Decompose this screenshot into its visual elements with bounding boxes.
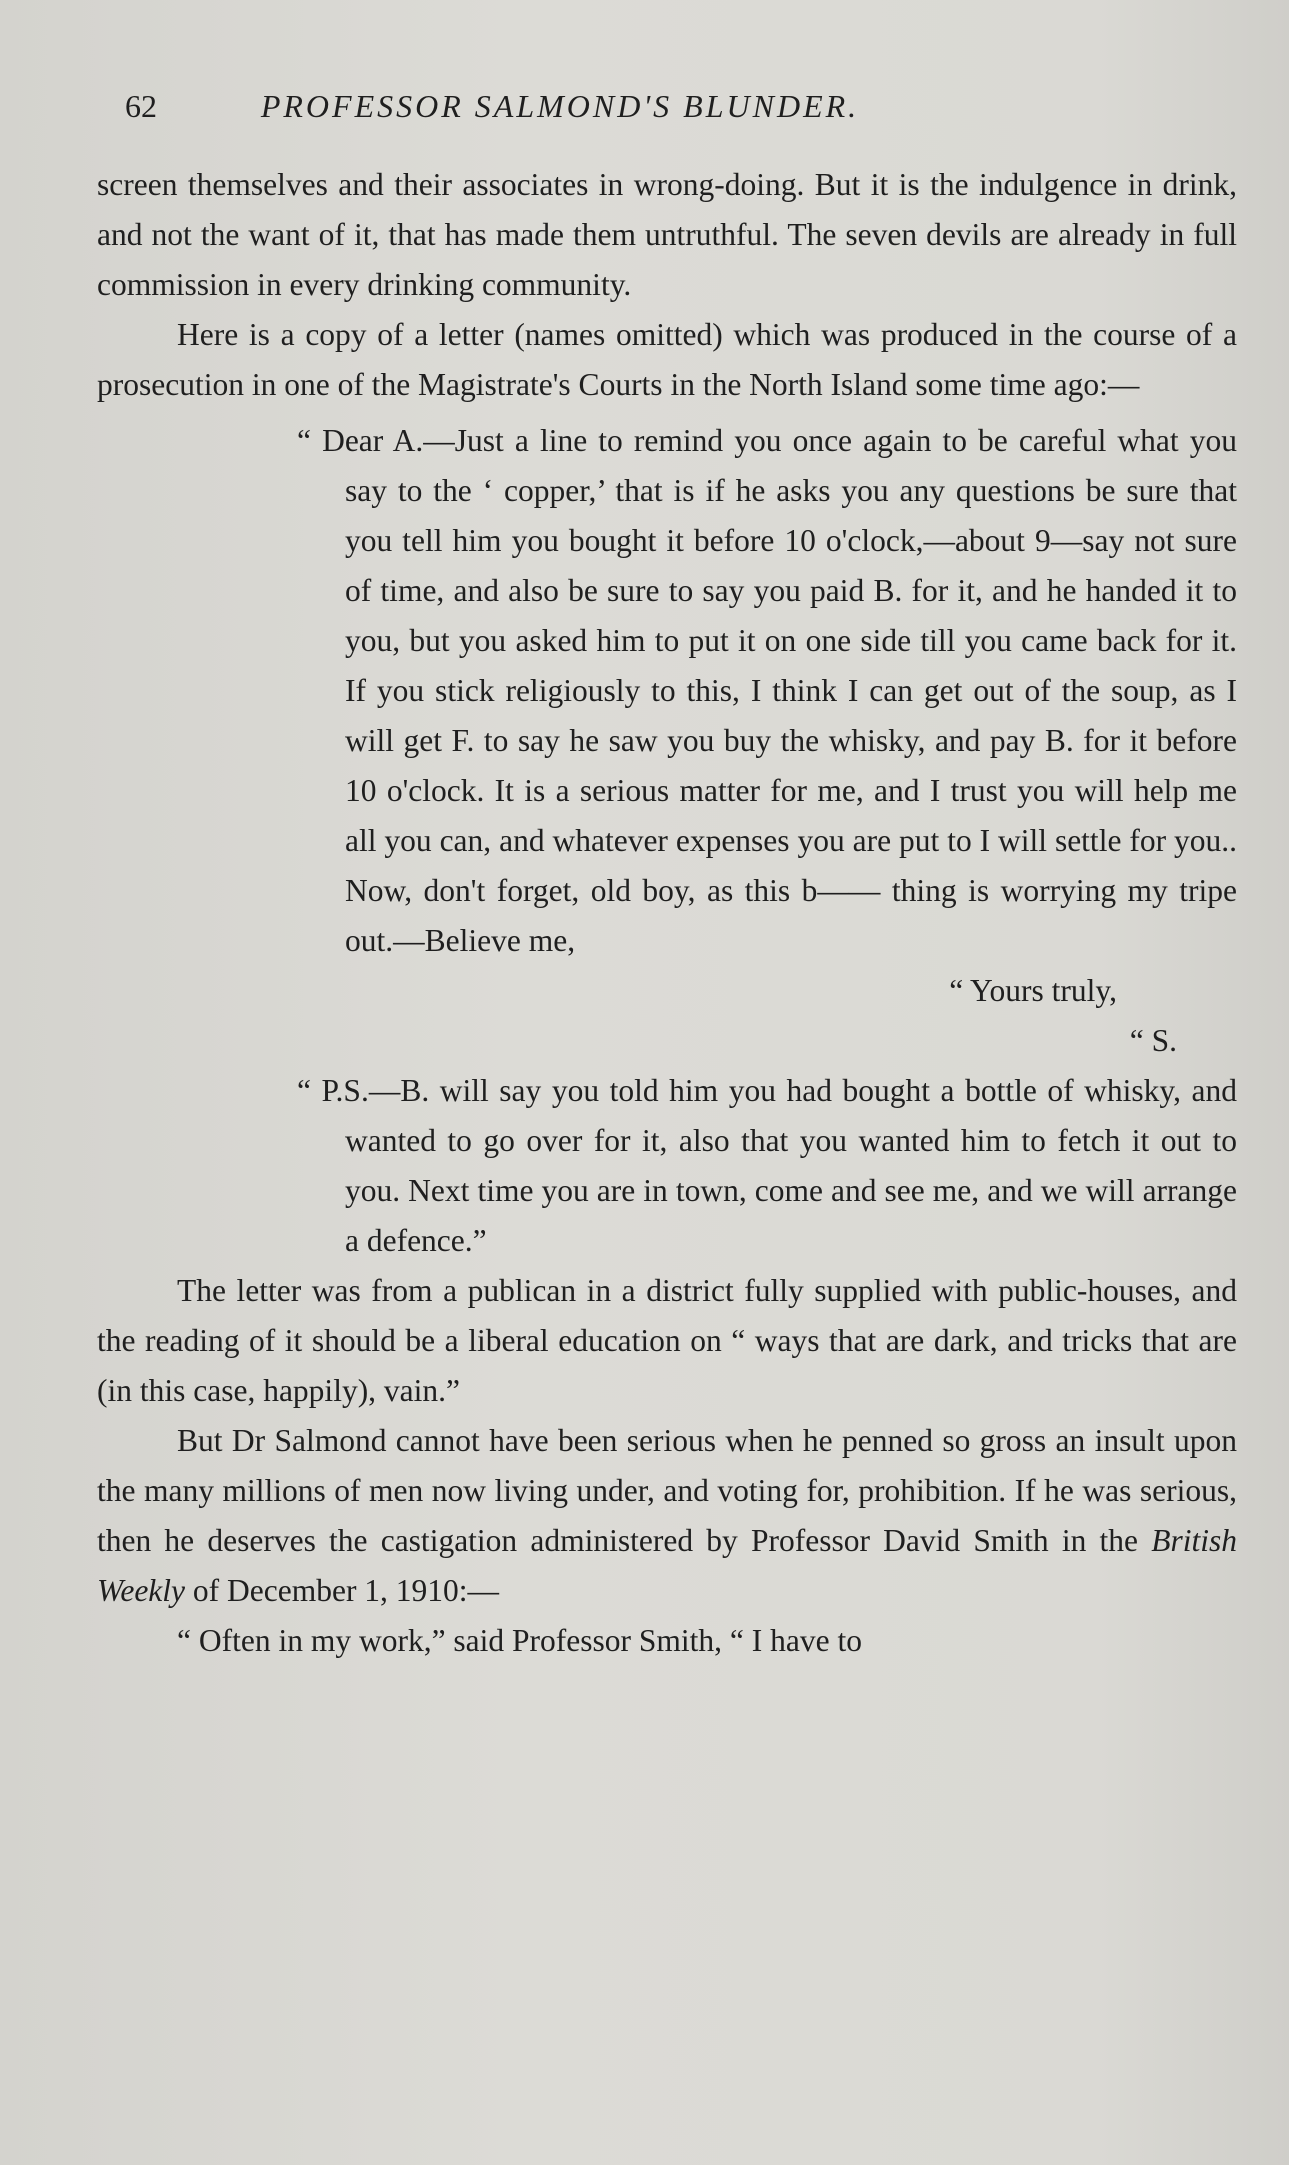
paragraph-4 bbox=[97, 1416, 1237, 1616]
paragraph-1: screen themselves and their associates in wrong-doing. But it is the indulgence in drink, and not the want of it, that has made them untruthful. The seven devils are already in full commission in every drinking community. bbox=[97, 167, 1237, 302]
letter-closing: “ Yours truly, bbox=[949, 973, 1117, 1008]
letter-body: “ Dear A.—Just a line to remind you once again to be careful what you say to the ‘ copper,’ that is if he asks you any questions be sure that you tell him you bought it before 10 o'clock,—about 9—say not sure of time, and also be sure to say you paid B. for it, and he handed it to you, but you asked him to put it on one side till you came back for it. If you stick religiously to this, I think I can get out of the soup, as I will get F. to say he saw you buy the whisky, and pay B. for it before 10 o'clock. It is a serious matter for me, and I trust you will help me all you can, and whatever expenses you are put to I will settle for you.. Now, don't forget, old boy, as this b—— thing is worrying my tripe out.—Believe me, bbox=[297, 423, 1237, 958]
page-body bbox=[97, 160, 1237, 1666]
publication-title: British Weekly bbox=[97, 1523, 1237, 1608]
page-number: 62 bbox=[125, 88, 157, 124]
paragraph-4-text-before: But Dr Salmond cannot have been serious when he penned so gross an insult upon the many millions of men now living under, and voting for, prohibition. If he was serious, then he deserves the castigation administered by Professor David Smith in the bbox=[97, 1423, 1237, 1558]
paragraph-3: The letter was from a publican in a district fully supplied with public-houses, and the reading of it should be a liberal education on “ ways that are dark, and tricks that are (in this case, happily), vain.” bbox=[97, 1273, 1237, 1408]
paragraph-4-text-after: of December 1, 1910:— bbox=[185, 1573, 500, 1608]
running-head: PROFESSOR SALMOND'S BLUNDER. bbox=[260, 88, 860, 124]
paragraph-5: “ Often in my work,” said Professor Smith, “ I have to bbox=[177, 1623, 862, 1658]
page-header bbox=[125, 88, 995, 132]
letter-postscript: “ P.S.—B. will say you told him you had bought a bottle of whisky, and wanted to go over for it, also that you wanted him to fetch it out to you. Next time you are in town, come and see me, and we will arrange a defence.” bbox=[297, 1073, 1237, 1258]
letter-signature: “ S. bbox=[1129, 1023, 1177, 1058]
paragraph-2: Here is a copy of a letter (names omitted) which was produced in the course of a prosecution in one of the Magistrate's Courts in the North Island some time ago:— bbox=[97, 317, 1237, 402]
